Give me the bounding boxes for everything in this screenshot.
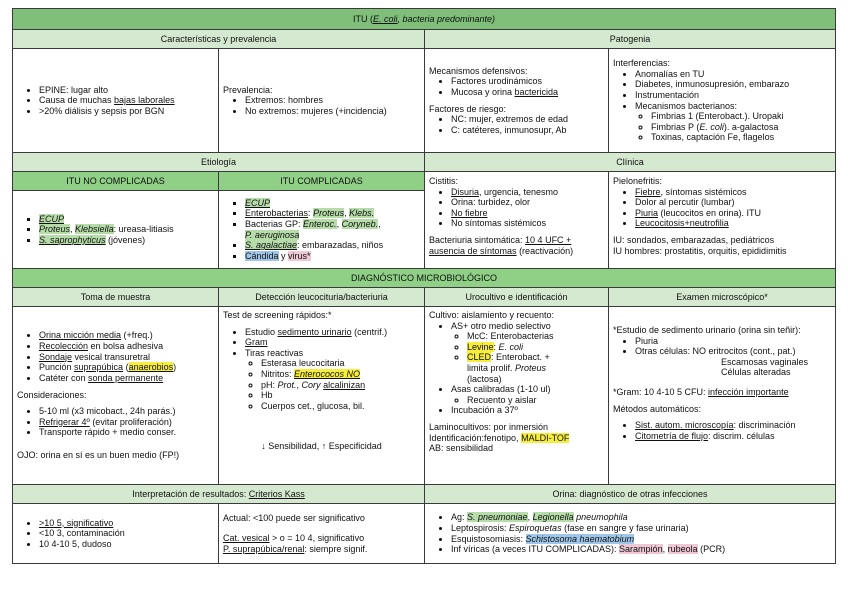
text-cl-pie2: • Dolor al percutir (lumbar) [635,197,831,208]
header-etiologia: Etiología [13,153,425,172]
text-tm-i3b: vesical transuretral [72,351,151,362]
cell-interferencias [609,49,836,153]
text-pat-sub2a: Fimbrias P ( [651,121,700,132]
text-dl-sens: ↓ Sensibilidad, ↑ Especificidad [261,441,382,452]
text-et-c2c: Proteus [313,208,345,219]
text-tm-k2a: Refrigerar 4º [39,416,90,427]
text-cl-pie4: Leucocitosis+neutrofilia [635,218,729,229]
text-uc-m3b: : Enterobact. + [491,352,550,363]
text-cl-pie_title: Pielonefritis: [613,176,663,186]
text-uc-ab: AB: sensibilidad [429,443,494,454]
text-et-c4a: S. agalactiae [245,240,298,251]
text-et-c3c: , [336,218,342,229]
text-et-c3f: P. aeruginosa [245,229,300,240]
text-ir-r2b: > o = 10 4, significativo [269,533,365,544]
text-et-c4b: : embarazadas, niños [297,240,384,251]
text-pat-int3: • Instrumentación [635,90,831,101]
text-title-rest: , bacteria predominante) [397,13,496,24]
text-em-t1: *Estudio de sedimento urinario (orina sin teñir): [613,325,801,335]
text-uc-t1: Cultivo: aislamiento y recuento: [429,310,555,320]
text-et-nc3b: (jóvenes) [105,234,146,245]
header-deteccion: Detección leucocituria/bacteriuria [219,288,425,307]
text-et-c3a: Bacterias GP: [245,218,304,229]
text-cl-cis4: • No síntomas sistémicos [451,218,604,229]
header-clinica: Clínica [425,153,836,172]
text-od-i4a: Inf víricas (a veces ITU COMPLICADAS): [451,544,620,555]
text-pat-int4: Mecanismos bacterianos: [635,100,738,111]
text-cl-cis1a: Disuria [451,186,480,197]
text-ir-i3: • 10 4-10 5, dudoso [39,539,214,550]
text-od-i1d: Legionella [532,512,574,523]
text-et-c1: ECUP [245,197,271,208]
text-pat-fr_title: Factores de riesgo: [429,103,507,114]
text-uc-a1: AS+ otro medio selectivo [451,320,551,331]
text-cl-cis3: No fiebre [451,207,488,218]
text-cl-cis2: • Orina: turbidez, olor [451,197,604,208]
text-em-m2b: : discrim. células [708,430,775,441]
cell-cistitis [425,172,609,269]
header-diagnostico: DIAGNÓSTICO MICROBIOLÓGICO [13,269,836,288]
text-et-c3e: , [378,218,381,229]
cell-criterios-kass [13,504,219,564]
text-pat-sub2c: ). a-galactosa [723,121,779,132]
text-pat-fr1: • NC: mujer, extremos de edad [451,114,604,125]
page-title [13,9,836,30]
text-tm-k2b: (evitar proliferación) [89,416,172,427]
text-em-m1b: : discriminación [733,420,796,431]
itu-summary-table [12,8,836,564]
text-ir-r3a: P. suprapúbica/renal [223,543,305,554]
text-et-nc2a: Proteus [39,224,71,235]
text-dl-s1: ◦ Esterasa leucocitaria [261,358,420,369]
text-uc-id_a: Identificación:fenotipo, [429,432,522,443]
text-tm-i3a: Sondaje [39,351,73,362]
text-od-i4c: , [662,544,668,555]
header-toma-muestra: Toma de muestra [13,288,219,307]
text-pat-mec2b: bactericida [514,86,559,97]
text-sec4-left_a: Interpretación de resultados: [132,488,249,499]
text-tm-i2a: Recolección [39,341,89,352]
text-tm-i5b: sonda permanente [88,372,164,383]
text-sec4-left_b: Criterios Kass [248,488,305,499]
text-em-a2b: Escamosas vaginales [721,356,809,367]
text-uc-m3e: (lactosa) [467,373,502,384]
text-ir-r2a: Cat. vesical [223,533,270,544]
cell-prevalencia [219,49,425,153]
cell-urocultivo [425,307,609,485]
text-tm-ojo: OJO: orina en sí es un buen medio (FP!) [17,449,180,460]
text-em-a2: • Otras células: NO eritrocitos (cont., pat.) [635,346,831,357]
text-em-m1a: Sist. autom. microscopía [635,420,734,431]
text-uc-m4: ◦ Recuento y aislar [467,395,604,406]
text-tm-i4c: ( [123,362,129,373]
text-cp-items-0: • EPINE: lugar alto [39,85,214,96]
text-pat-mec2a: Mucosa y orina [451,86,515,97]
text-od-i4e: (PCR) [697,544,726,555]
text-dl-s2b: Enterococos NO [294,369,361,380]
text-uc-m2a: Levine [467,341,494,352]
text-et-nc2c: Klebsiella [75,224,114,235]
text-tm-i4e: ) [173,362,177,373]
text-pat-int2: • Diabetes, inmunosupresión, embarazo [635,79,831,90]
text-dl-s3a: pH: [261,379,278,390]
cell-itu-complicadas [219,191,425,269]
cell-otras-infecciones [425,504,836,564]
text-uc-m2c: E. coli [498,341,524,352]
text-dl-s3d: Cory [301,379,321,390]
text-od-i4d: rubeola [667,544,698,555]
text-ir-r1: Actual: <100 puede ser significativo [223,512,365,523]
text-uc-m3d: Proteus [515,363,547,374]
text-od-i1a: Ag: [451,512,468,523]
cell-mecanismos-defensivos [425,49,609,153]
text-cl-cis_title: Cistitis: [429,176,458,186]
cell-itu-no-complicadas [13,191,219,269]
text-tm-i1a: Orina micción media [39,330,122,341]
text-em-m2a: Citometría de flujo [635,430,709,441]
text-title-main: ITU ( [352,13,373,24]
text-et-nc1: ECUP [39,213,65,224]
text-cl-iu1: IU: sondados, embarazadas, pediátricos [613,235,775,246]
text-dl-a1c: (centrif.) [351,326,388,337]
text-em-gram_b: infección importante [708,387,789,398]
text-uc-lam: Laminocultivos: por inmersión [429,422,549,433]
text-em-a2c: Células alteradas [721,367,791,378]
text-ir-i1a: >10 5, significativo [39,517,114,528]
text-tm-i5a: Catéter con [39,372,89,383]
text-et-nc2d: : ureasa-litiasis [113,224,174,235]
text-od-i1e: pneumophila [573,512,628,523]
text-cl-bs_b: 10 4 UFC + [525,235,572,246]
text-dl-a3: Tiras reactivas [245,347,304,358]
text-dl-s5: ◦ Cuerpos cet., glucosa, bil. [261,401,420,412]
text-cp-items-3: • >20% diálisis y sepsis por BGN [39,106,214,117]
text-od-i3b: Schistosoma haematobium [525,533,635,544]
text-pat-int_title: Interferencias: [613,58,671,69]
text-cl-cis1b: , urgencia, tenesmo [479,186,559,197]
text-tm-cons: Consideraciones: [17,389,87,400]
text-cl-pie1a: Fiebre [635,186,661,197]
text-tm-i1b: (+freq.) [121,330,153,341]
header-patogenia: Patogenia [425,30,836,49]
text-pat-mec1: • Factores urodinámicos [451,76,604,87]
text-et-c2d: , [344,208,350,219]
text-et-c5b: y [278,250,289,261]
text-et-nc3a: S. saprophyticus [39,234,106,245]
text-cl-bs_c: ausencia de síntomas [429,245,517,256]
header-otras-infecciones: Orina: diagnóstico de otras infecciones [425,485,836,504]
text-et-c2e: Klebs. [349,208,375,219]
text-od-i1c: , [527,512,533,523]
text-od-i2a: Leptospirosis: [451,522,510,533]
text-dl-s3f: alcalinizan [323,379,366,390]
text-tm-i4a: Punción [39,362,75,373]
text-uc-m3c: limita prolif. [467,363,516,374]
text-cp-prev_items-1: • No extremos: mujeres (+incidencia) [245,106,420,117]
text-et-c5c: virus* [288,250,311,261]
text-cp-items-1: Causa de muchas [39,95,115,106]
text-et-c2b: : [308,208,314,219]
text-cl-pie3b: (leucocitos en orina). ITU [658,207,762,218]
cell-toma-muestra [13,307,219,485]
cell-pielonefritis [609,172,836,269]
text-dl-s3c: , [296,379,302,390]
text-od-i3a: Esquistosomiasis: [451,533,526,544]
text-cl-bs_d: (reactivación) [516,245,574,256]
cell-deteccion [219,307,425,485]
text-uc-m3a: CLED [467,352,492,363]
text-dl-s2a: Nitritos: [261,369,295,380]
header-urocultivo: Urocultivo e identificación [425,288,609,307]
text-pat-sub2b: E. coli [699,121,724,132]
header-examen: Examen microscópico* [609,288,836,307]
text-et-c3d: Coryneb. [341,218,379,229]
text-dl-a1a: Estudio [245,326,278,337]
text-uc-a2: Asas calibradas (1-10 ul) [451,384,551,395]
cell-examen [609,307,836,485]
cell-interpretacion-actual [219,504,425,564]
header-itu-no-complicadas: ITU NO COMPLICADAS [13,172,219,191]
text-title-ecoli: E. coli [372,13,398,24]
text-tm-k3: • Transporte rápido + medio conser. [39,427,214,438]
text-pat-sub1: ◦ Fimbrias 1 (Enterobact.). Uropaki [651,111,831,122]
text-cp-items-2: bajas laborales [114,95,175,106]
text-dl-s3b: Prot. [277,379,297,390]
text-cl-iu2: IU hombres: prostatitis, orquitis, epididimitis [613,245,787,256]
text-od-i2c: (fase en sangre y fase urinaria) [561,522,689,533]
text-uc-id_b: MALDI-TOF [521,432,570,443]
text-cl-bs_a: Bacteriuria sintomática: [429,235,526,246]
cell-caracteristicas [13,49,219,153]
text-et-nc2b: , [70,224,76,235]
text-od-i2b: Espiroquetas [509,522,562,533]
text-tm-i2b: en bolsa adhesiva [88,341,164,352]
text-tm-k1: • 5-10 ml (x3 micobact., 24h parás.) [39,406,214,417]
text-em-gram_a: *Gram: 10 4-10 5 CFU: [613,387,709,398]
header-itu-complicadas: ITU COMPLICADAS [219,172,425,191]
text-od-i1b: S. pneumoniae [467,512,528,523]
text-uc-a3: • Incubación a 37º [451,405,604,416]
header-caracteristicas: Características y prevalencia [13,30,425,49]
text-dl-t1: Test de screening rápidos:* [223,310,332,320]
text-cl-pie3a: Piuria [635,207,659,218]
text-pat-sub3: ◦ Toxinas, captación Fe, flagelos [651,132,831,143]
text-cp-prev_items-0: • Extremos: hombres [245,95,420,106]
text-tm-i4b: suprapúbica [74,362,124,373]
text-ir-i2: • <10 3, contaminación [39,528,214,539]
text-tm-i4d: anaerobios [128,362,174,373]
text-dl-a2: Gram [245,337,268,348]
text-em-a1: • Piuria [635,336,831,347]
text-et-c2a: Enterobacterias [245,208,309,219]
text-uc-m1: ◦ McC: Enterobacterias [467,331,604,342]
text-cp-prev_title: Prevalencia: [223,84,273,95]
text-od-i4b: Sarampión [619,544,663,555]
text-et-c5a: Cándida [245,250,279,261]
text-pat-mec_title: Mecanismos defensivos: [429,65,528,76]
text-et-c3b: Enteroc. [303,218,337,229]
text-cl-pie1b: , síntomas sistémicos [660,186,747,197]
text-pat-fr2: • C: catéteres, inmunosupr, Ab [451,125,604,136]
text-uc-m2b: : [493,341,499,352]
text-dl-a1b: sedimento urinario [277,326,352,337]
text-dl-s4: ◦ Hb [261,390,420,401]
text-em-met: Métodos automáticos: [613,403,702,414]
text-ir-r3b: : siempre signif. [304,543,368,554]
text-pat-int1: • Anomalías en TU [635,69,831,80]
header-interpretacion [13,485,425,504]
